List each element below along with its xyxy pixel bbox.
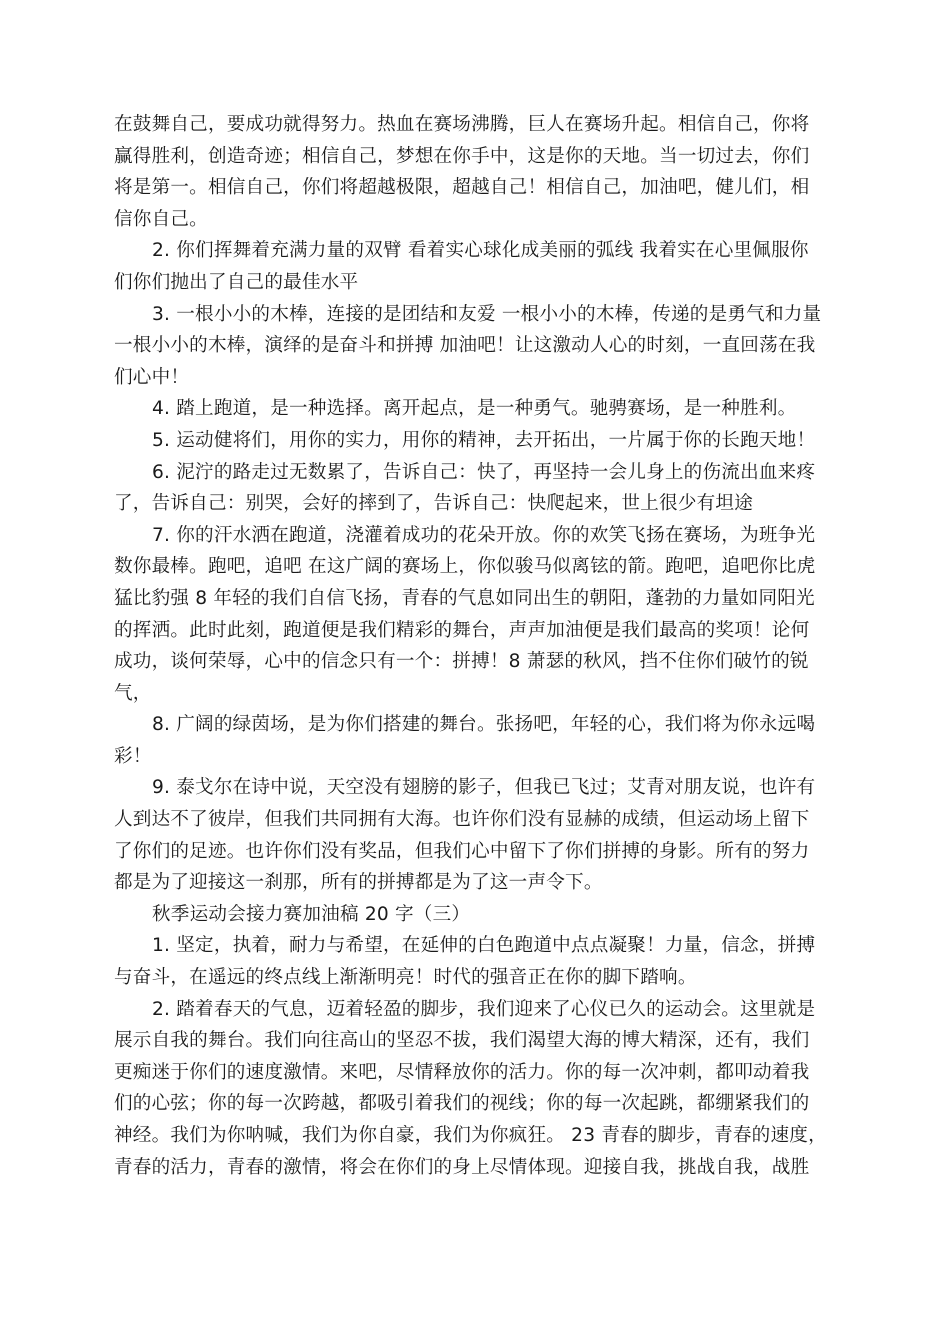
text-line: 神经。我们为你呐喊，我们为你自豪，我们为你疯狂。 23 青春的脚步，青春的速度， [114,1125,827,1146]
text-line: 猛比豹强 8 年轻的我们自信飞扬，青春的气息如同出生的朝阳，蓬勃的力量如同阳光 [114,587,815,609]
text-line: 人到达不了彼岸，但我们共同拥有大海。也许你们没有显赫的成绩，但运动场上留下 [114,809,810,831]
paragraph [114,930,830,993]
text-line: 与奋斗，在遥远的终点线上渐渐明亮！时代的强音正在你的脚下踏响。 [114,967,697,989]
document-page [114,109,830,1183]
section-heading-text: 秋季运动会接力赛加油稿 20 字（三） [152,903,471,925]
text-line: 们的心弦；你的每一次跨越，都吸引着我们的视线；你的每一次起跳，都绷紧我们的 [114,1093,810,1115]
text-line: 9. 泰戈尔在诗中说，天空没有翅膀的影子，但我已飞过；艾青对朋友说，也许有 [152,777,816,799]
text-line: 了你们的足迹。也许你们没有奖品，但我们心中留下了你们拼搏的身影。所有的努力 [114,840,810,862]
text-line: 更痴迷于你们的速度激情。来吧，尽情释放你的活力。你的每一次冲刺，都叩动着我 [114,1061,810,1083]
paragraph [114,994,830,1184]
paragraph [114,299,830,394]
text-line: 们心中！ [114,366,190,388]
text-line: 气， [114,682,152,704]
text-line: 成功，谈何荣辱，心中的信念只有一个：拼搏！8 萧瑟的秋风，挡不住你们破竹的锐 [114,651,809,673]
text-line: 青春的活力，青春的激情，将会在你们的身上尽情体现。迎接自我，挑战自我，战胜 [114,1156,810,1178]
paragraph [114,109,830,235]
text-line: 在鼓舞自己，要成功就得努力。热血在赛场沸腾，巨人在赛场升起。相信自己，你将 [114,114,810,135]
paragraph [114,709,830,772]
text-line: 7. 你的汗水洒在跑道，浇灌着成功的花朵开放。你的欢笑飞扬在赛场，为班争光 [152,524,816,546]
paragraph [114,393,830,425]
text-line: 了，告诉自己：别哭，会好的摔到了，告诉自己：快爬起来，世上很少有坦途 [114,493,753,515]
text-line: 展示自我的舞台。我们向往高山的坚忍不拔，我们渴望大海的博大精深，还有，我们 [114,1030,810,1052]
text-line: 3. 一根小小的木棒，连接的是团结和友爱 一根小小的木棒，传递的是勇气和力量 [152,303,822,325]
text-line: 8. 广阔的绿茵场，是为你们搭建的舞台。张扬吧，年轻的心，我们将为你永远喝 [152,714,816,736]
paragraph [114,520,830,710]
text-line: 5. 运动健将们，用你的实力，用你的精神，去开拓出，一片属于你的长跑天地！ [152,429,816,451]
paragraph [114,772,830,898]
section-heading [114,899,830,931]
text-line: 一根小小的木棒，演绎的是奋斗和拼搏 加油吧！让这激动人心的时刻，一直回荡在我 [114,335,816,357]
text-line: 2. 你们挥舞着充满力量的双臂 看着实心球化成美丽的弧线 我着实在心里佩服你 [152,240,809,262]
paragraph [114,457,830,520]
text-line: 将是第一。相信自己，你们将超越极限，超越自己！相信自己，加油吧，健儿们，相 [114,177,810,199]
text-line: 的挥洒。此时此刻，跑道便是我们精彩的舞台，声声加油便是我们最高的奖项！论何 [114,619,810,641]
paragraph [114,425,830,457]
text-line: 4. 踏上跑道，是一种选择。离开起点，是一种勇气。驰骋赛场，是一种胜利。 [152,398,797,420]
paragraph [114,235,830,298]
text-line: 2. 踏着春天的气息，迈着轻盈的脚步，我们迎来了心仪已久的运动会。这里就是 [152,998,816,1020]
text-line: 都是为了迎接这一刹那，所有的拼搏都是为了这一声令下。 [114,872,603,894]
text-line: 信你自己。 [114,208,208,230]
text-line: 们你们抛出了自己的最佳水平 [114,271,359,293]
text-line: 数你最棒。跑吧，追吧 在这广阔的赛场上，你似骏马似离铉的箭。跑吧，追吧你比虎 [114,556,816,578]
text-line: 1. 坚定，执着，耐力与希望，在延伸的白色跑道中点点凝聚！力量，信念，拼搏 [152,935,816,957]
text-line: 6. 泥泞的路走过无数累了，告诉自己：快了，再坚持一会儿身上的伤流出血来疼 [152,461,816,483]
text-line: 彩！ [114,745,152,767]
text-line: 赢得胜利，创造奇迹；相信自己，梦想在你手中，这是你的天地。当一切过去，你们 [114,145,810,167]
